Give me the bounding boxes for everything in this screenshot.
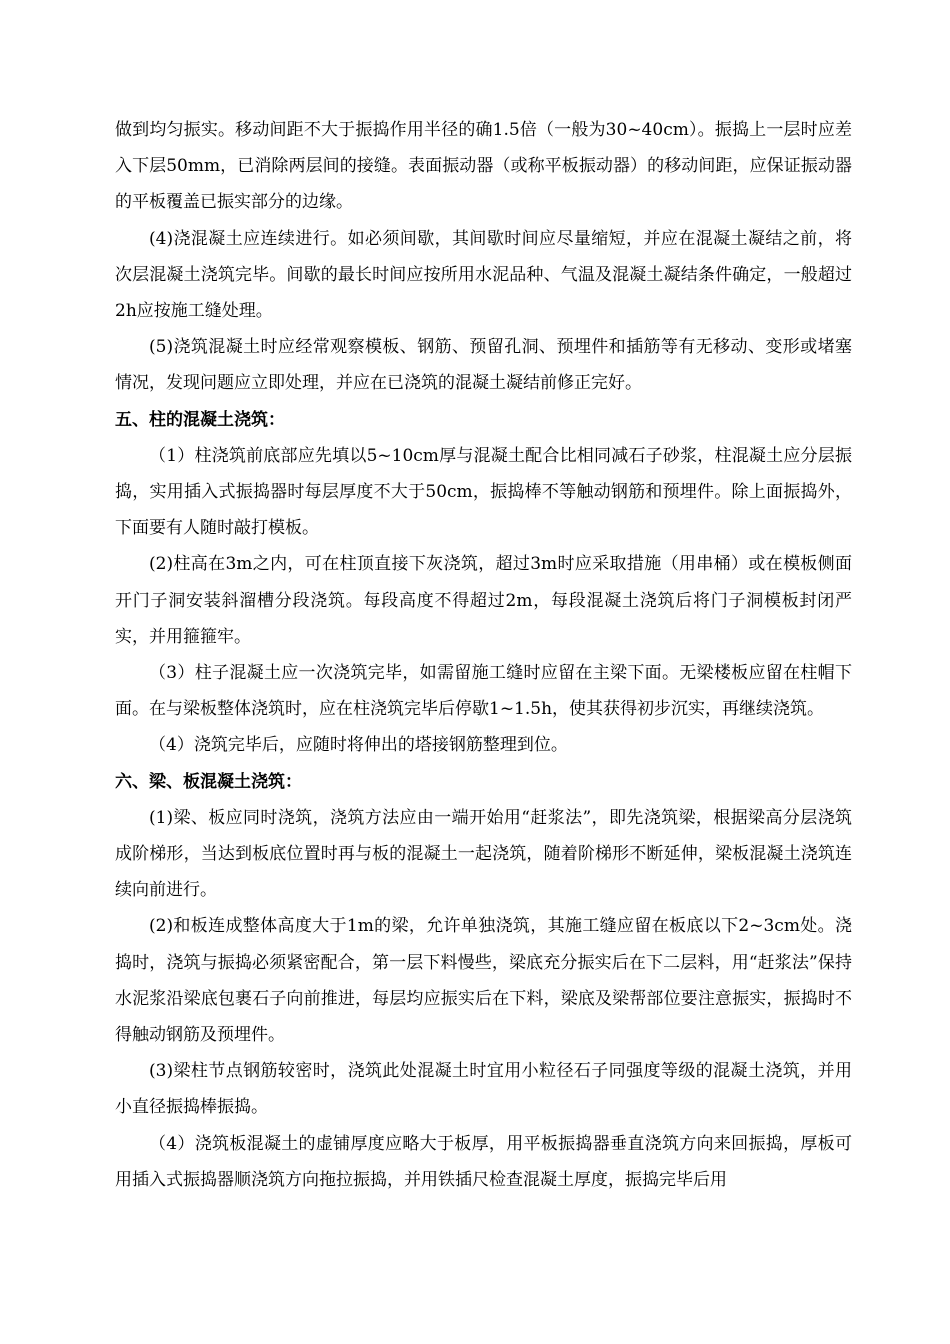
paragraph-beam-item-3: (3)梁柱节点钢筋较密时，浇筑此处混凝土时宜用小粒径石子同强度等级的混凝土浇筑，并用小直径振捣棒振捣。 bbox=[115, 1061, 852, 1118]
document-body bbox=[115, 112, 852, 1198]
section-heading-beam-slab-pouring: 六、梁、板混凝土浇筑： bbox=[115, 771, 302, 792]
paragraph-column-item-3: （3）柱子混凝土应一次浇筑完毕，如需留施工缝时应留在主梁下面。无梁楼板应留在柱帽下面。在与梁板整体浇筑时，应在柱浇筑完毕后停歇1~1.5h，使其获得初步沉实，再继续浇筑。 bbox=[115, 663, 852, 720]
paragraph-beam-item-4: （4）浇筑板混凝土的虚铺厚度应略大于板厚，用平板振捣器垂直浇筑方向来回振捣，厚板可用插入式振捣器顺浇筑方向拖拉振捣，并用铁插尺检查混凝土厚度，振捣完毕后用 bbox=[115, 1133, 852, 1190]
paragraph-column-item-2: (2)柱高在3m之内，可在柱顶直接下灰浇筑，超过3m时应采取措施（用串桶）或在模板侧面开门子洞安装斜溜槽分段浇筑。每段高度不得超过2m，每段混凝土浇筑后将门子洞模板封闭严实，并用箍箍牢。 bbox=[115, 554, 852, 647]
paragraph-beam-item-2: (2)和板连成整体高度大于1m的梁，允许单独浇筑，其施工缝应留在板底以下2~3cm处。浇捣时，浇筑与振捣必须紧密配合，第一层下料慢些，梁底充分振实后在下二层料，用“赶浆法”保持水泥浆沿梁底包裹石子向前推进，每层均应振实后在下料，梁底及梁帮部位要注意振实，振捣时不得触动钢筋及预埋件。 bbox=[115, 916, 852, 1046]
paragraph-item-4-continuous-pouring: (4)浇混凝土应连续进行。如必须间歇，其间歇时间应尽量缩短，并应在混凝土凝结之前，将次层混凝土浇筑完毕。间歇的最长时间应按所用水泥品种、气温及混凝土凝结条件确定，一般超过2h应按施工缝处理。 bbox=[115, 228, 852, 322]
paragraph-column-item-1: （1）柱浇筑前底部应先填以5~10cm厚与混凝土配合比相同减石子砂浆，柱混凝土应分层振捣，实用插入式振捣器时每层厚度不大于50cm，振捣棒不等触动钢筋和预埋件。除上面振捣外，下面要有人随时敲打模板。 bbox=[115, 445, 852, 539]
paragraph-beam-item-1: (1)梁、板应同时浇筑，浇筑方法应由一端开始用“赶浆法”，即先浇筑梁，根据梁高分层浇筑成阶梯形，当达到板底位置时再与板的混凝土一起浇筑，随着阶梯形不断延伸，梁板混凝土浇筑连续向前进行。 bbox=[115, 807, 852, 901]
paragraph-item-5-observation: (5)浇筑混凝土时应经常观察模板、钢筋、预留孔洞、预埋件和插筋等有无移动、变形或堵塞情况，发现问题应立即处理，并应在已浇筑的混凝土凝结前修正完好。 bbox=[115, 337, 852, 394]
paragraph-continuation: 做到均匀振实。移动间距不大于振捣作用半径的确1.5倍（一般为30~40cm）。振捣上一层时应差入下层50mm，已消除两层间的接缝。表面振动器（或称平板振动器）的移动间距，应保证振动器的平板覆盖已振实部分的边缘。 bbox=[115, 120, 852, 213]
section-heading-column-pouring: 五、柱的混凝土浇筑： bbox=[115, 409, 285, 430]
paragraph-column-item-4: （4）浇筑完毕后，应随时将伸出的塔接钢筋整理到位。 bbox=[149, 735, 568, 756]
